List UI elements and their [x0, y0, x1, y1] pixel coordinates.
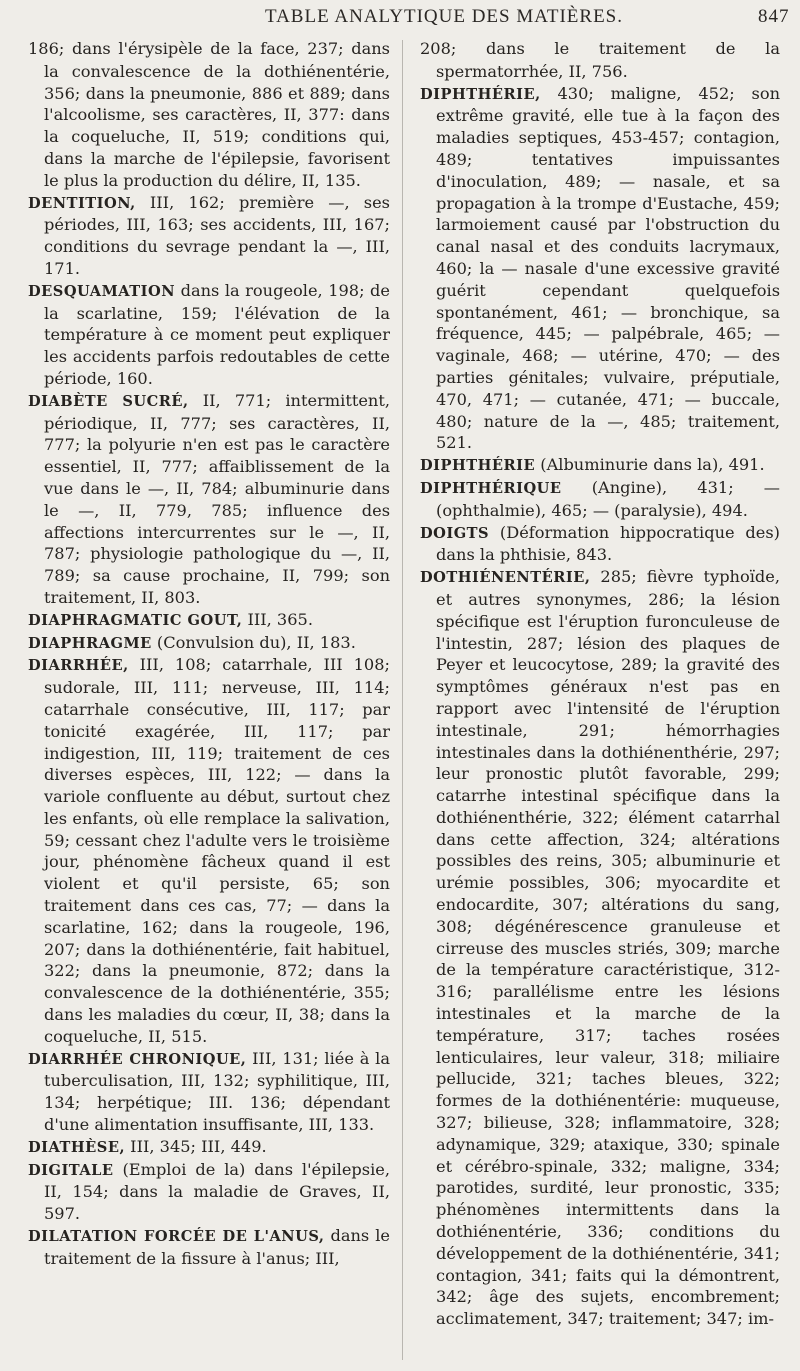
index-entry	[420, 566, 780, 1330]
index-entry	[28, 38, 390, 192]
entry-text: III, 365.	[242, 609, 313, 629]
running-title	[0, 2, 800, 34]
index-entry	[28, 1048, 390, 1136]
entry-headword: DIAPHRAGME	[28, 634, 152, 652]
entry-headword: DIPHTHÉRIE	[420, 457, 536, 475]
entry-text: III, 108; catarrhale, III 108; sudorale, III, 111; nerveuse, III, 114; catarrhale consécutive, III, 117; par tonicité exagérée, III, 117; par indigestion, III, 119; traitement de ces diverses espèces, III, 122; — dans la variole confluente au début, surtout chez les enfants, où elle remplace la salivation, 59; cessant chez l'adulte vers le troisième jour, phénomène fâcheux quand il est violent et qu'il persiste, 65; son traitement dans ces cas, 77; — dans la scarlatine, 162; dans la rougeole, 196, 207; dans la dothiénentérie, fait habituel, 322; dans la pneumonie, 872; dans la convalescence de la dothiénentérie, 355; dans les maladies du cœur, II, 38; dans la coqueluche, II, 515.	[44, 655, 390, 1046]
entry-text: 430; maligne, 452; son extrême gravité, elle tue à la façon des maladies septiques, 453-457; contagion, 489; tentatives impuissantes d'inoculation, 489; — nasale, et sa propagation à la trompe d'Eustache, 459; larmoiement causé par l'obstruction du canal nasal et des conduits lacrymaux, 460; la — nasale d'une excessive gravité guérit cependant quelquefois spontanément, 461; — bronchique, sa fréquence, 445; — palpébrale, 465; — vaginale, 468; — utérine, 470; — des parties génitales; vulvaire, préputiale, 470, 471; — cutanée, 471; — buccale, 480; nature de la —, 485; traitement, 521.	[436, 83, 780, 453]
entry-text: (Déformation hippocratique des) dans la phthisie, 843.	[436, 522, 780, 565]
index-entry	[28, 632, 390, 655]
column-divider	[402, 40, 403, 1360]
entry-headword: DIABÈTE SUCRÉ,	[28, 392, 189, 410]
entry-text: (Albuminurie dans la), 491.	[535, 455, 765, 475]
index-entry	[28, 192, 390, 280]
entry-text: (Angine), 431; — (ophthalmie), 465; — (paralysie), 494.	[436, 477, 780, 520]
entry-headword: DIARRHÉE CHRONIQUE,	[28, 1050, 247, 1068]
index-entry	[28, 1136, 390, 1159]
entry-headword: DIPHTHÉRIQUE	[420, 479, 562, 497]
entry-text: 186; dans l'érysipèle de la face, 237; dans la convalescence de la dothiénentérie, 356; dans la pneumonie, 886 et 889; dans l'alcoolisme, ses caractères, II, 377: dans la coqueluche, II, 519; conditions qui, dans la marche de l'épilepsie, favorisent le plus la production du délire, II, 135.	[28, 39, 390, 190]
index-entry	[28, 1225, 390, 1270]
page-title: TABLE ANALYTIQUE DES MATIÈRES.	[265, 6, 624, 27]
entry-headword: DILATATION FORCÉE DE L'ANUS,	[28, 1228, 325, 1246]
index-entry	[28, 654, 390, 1047]
index-entry	[420, 522, 780, 567]
entry-headword: DOIGTS	[420, 524, 490, 542]
entry-headword: DIATHÈSE,	[28, 1138, 126, 1156]
entry-text: (Emploi de la) dans l'épilepsie, II, 154; dans la maladie de Graves, II, 597.	[44, 1159, 390, 1224]
index-entry	[420, 83, 780, 455]
entry-text: II, 771; intermittent, périodique, II, 777; ses caractères, II, 777; la polyurie n'en est pas le caractère essentiel, II, 777; affaiblissement de la vue dans le —, II, 784; albuminurie dans le —, II, 779, 785; influence des affections intercurrentes sur le —, II, 787; physiologie pathologique du —, II, 789; sa cause prochaine, II, 799; son traitement, II, 803.	[44, 390, 390, 607]
entry-text: III, 162; première —, ses périodes, III, 163; ses accidents, III, 167; conditions du sevrage pendant la —, III, 171.	[44, 192, 390, 278]
entry-text: III, 345; III, 449.	[125, 1136, 267, 1156]
entry-headword: DESQUAMATION	[28, 282, 176, 300]
entry-text: dans le traitement de la fissure à l'anus; III,	[44, 1226, 390, 1268]
entry-headword: DIPHTHÉRIE,	[420, 85, 541, 103]
index-entry	[28, 390, 390, 609]
right-column	[420, 38, 780, 1330]
index-entry	[28, 609, 390, 632]
entry-headword: DIGITALE	[28, 1161, 114, 1179]
entry-headword: DENTITION,	[28, 194, 136, 212]
entry-headword: DIARRHÉE,	[28, 657, 129, 675]
index-entry	[420, 454, 780, 477]
index-entry	[420, 38, 780, 83]
entry-text: dans la rougeole, 198; de la scarlatine, 159; l'élévation de la température à ce moment peut expliquer les accidents parfois redoutables de cette période, 160.	[44, 280, 390, 388]
entry-headword: DOTHIÉNENTÉRIE,	[420, 569, 591, 587]
left-column	[28, 38, 390, 1270]
entry-text: 285; fièvre typhoïde, et autres synonymes, 286; la lésion spécifique est l'éruption furonculeuse de l'intestin, 287; lésion des plaques de Peyer et leucocytose, 289; la gravité des symptômes généraux n'est pas en rapport avec l'intensité de l'éruption intestinale, 291; hémorrhagies intestinales dans la dothiénenthérie, 297; leur pronostic plutôt favorable, 299; catarrhe intestinal spécifique dans la dothiénenthérie, 322; élément catarrhal dans cette affection, 324; altérations possibles des reins, 305; albuminurie et urémie possibles, 306; myocardite et endocardite, 307; altérations du sang, 308; dégénérescence granuleuse et cirreuse des muscles striés, 309; marche de la température caractéristique, 312-316; parallélisme entre les lésions intestinales et la marche de la température, 317; taches rosées lenticulaires, leur valeur, 318; miliaire pellucide, 321; taches bleues, 322; formes de la dothiénentérie: muqueuse, 327; bilieuse, 328; inflammatoire, 328; adynamique, 329; ataxique, 330; spinale et cérébro-spinale, 332; maligne, 334; parotides, surdité, leur pronostic, 335; phénomènes intermittents dans la dothiénentérie, 336; conditions du développement de la dothiénentérie, 341; contagion, 341; faits qui la démontrent, 342; âge des sujets, encombrement; acclimatement, 347; traitement; 347; im-	[436, 567, 780, 1329]
index-entry	[420, 477, 780, 522]
page-number: 847	[758, 6, 790, 27]
entry-text: (Convulsion du), II, 183.	[151, 632, 356, 652]
entry-text: 208; dans le traitement de la spermatorrhée, II, 756.	[420, 39, 780, 81]
entry-text: III, 131; liée à la tuberculisation, III, 132; syphilitique, III, 134; herpétique; III. 136; dépendant d'une alimentation insuffisante, III, 133.	[44, 1048, 390, 1135]
index-entry	[28, 1159, 390, 1225]
index-entry	[28, 280, 390, 390]
entry-headword: DIAPHRAGMATIC GOUT,	[28, 611, 243, 629]
